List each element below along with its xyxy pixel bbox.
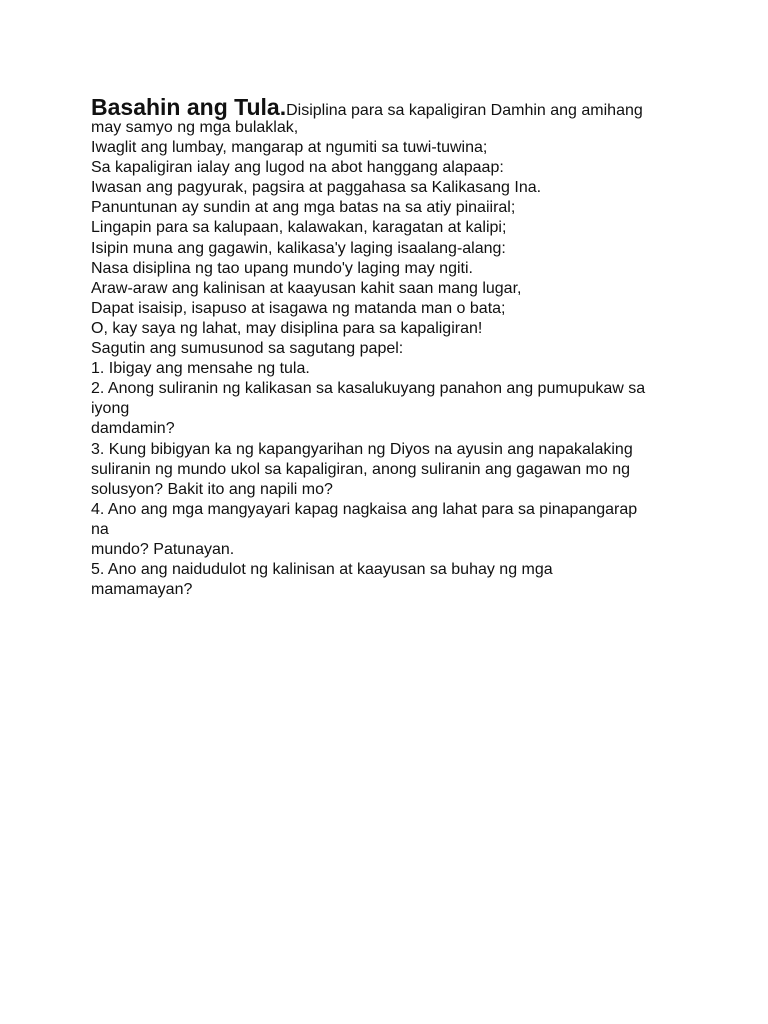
question-line: damdamin? [91, 420, 175, 438]
poem-title-line: Disiplina para sa kapaligiran Damhin ang amihang [286, 102, 643, 119]
text-line: Nasa disiplina ng tao upang mundo'y laging may ngiti. [91, 259, 473, 277]
question-line: 3. Kung bibigyan ka ng kapangyarihan ng Diyos na ayusin ang napakalaking [91, 440, 633, 458]
text-line: Panuntunan ay sundin at ang mga batas na sa atiy pinaiiral; [91, 199, 516, 217]
text-line: Dapat isaisip, isapuso at isagawa ng matanda man o bata; [91, 299, 506, 317]
question-line: 5. Ano ang naidudulot ng kalinisan at kaayusan sa buhay ng mga [91, 561, 553, 579]
question-line: na [91, 520, 109, 538]
text-line: Lingapin para sa kalupaan, kalawakan, karagatan at kalipi; [91, 219, 507, 237]
text-line: Araw-araw ang kalinisan at kaayusan kahit saan mang lugar, [91, 279, 522, 297]
question-line: 4. Ano ang mga mangyayari kapag nagkaisa ang lahat para sa pinapangarap [91, 500, 638, 518]
instruction-line: Sagutin ang sumusunod sa sagutang papel: [91, 340, 404, 358]
question-line: solusyon? Bakit ito ang napili mo? [91, 480, 333, 498]
text-line: Iwaglit ang lumbay, mangarap at ngumiti sa tuwi-tuwina; [91, 139, 488, 157]
question-line: suliranin ng mundo ukol sa kapaligiran, anong suliranin ang gagawan mo ng [91, 460, 631, 478]
document-heading: Basahin ang Tula. [91, 94, 287, 120]
document-body [91, 94, 691, 600]
question-line: iyong [91, 400, 130, 418]
question-line: mamamayan? [91, 581, 193, 599]
text-line: Iwasan ang pagyurak, pagsira at paggahasa sa Kalikasang Ina. [91, 179, 542, 197]
text-line: may samyo ng mga bulaklak, [91, 119, 299, 136]
text-line: O, kay saya ng lahat, may disiplina para sa kapaligiran! [91, 319, 483, 337]
question-line: mundo? Patunayan. [91, 540, 235, 558]
text-line: Isipin muna ang gagawin, kalikasa'y laging isaalang-alang: [91, 239, 506, 257]
question-line: 1. Ibigay ang mensahe ng tula. [91, 360, 310, 378]
text-line: Sa kapaligiran ialay ang lugod na abot hanggang alapaap: [91, 159, 504, 177]
question-line: 2. Anong suliranin ng kalikasan sa kasalukuyang panahon ang pumupukaw sa [91, 380, 646, 398]
